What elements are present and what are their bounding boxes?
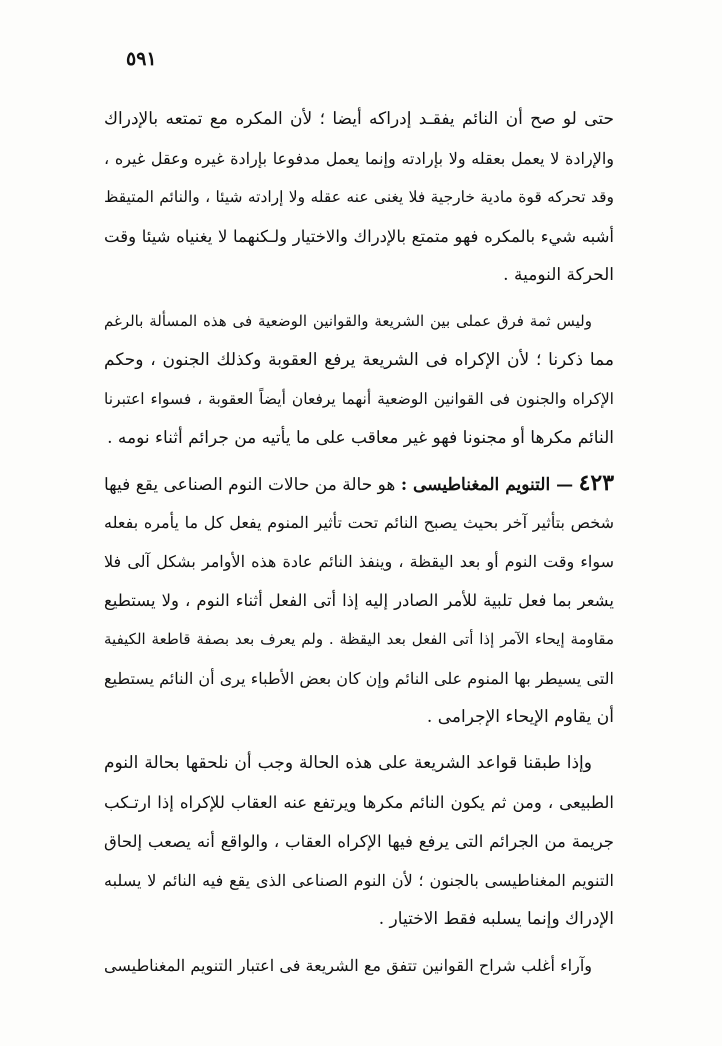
text-line: وقد تحركه قوة مادية خارجية فلا يغنى عنه عقله ولا إرادته شيئا ، والنائم المتيقظ (104, 188, 614, 206)
text-line: وآراء أغلب شراح القوانين تتفق مع الشريعة فى اعتبار التنويم المغناطيسى (104, 956, 593, 975)
text-line: التنويم المغناطيسى بالجنون ؛ لأن النوم الصناعى الذى يقع فيه النائم لا يسلبه (104, 871, 614, 890)
text-line: مما ذكرنا ؛ لأن الإكراه فى الشريعة يرفع العقوبة وكذلك الجنون ، وحكم (104, 350, 614, 370)
paragraph-2 (104, 302, 614, 458)
section-heading-line (104, 464, 614, 503)
text-line: الإكراه والجنون فى القوانين الوضعية أنهما يرفعان أيضاً العقوبة ، فسواء اعتبرنا (104, 390, 614, 408)
text-line: والإرادة لا يعمل بعقله ولا بإرادته وإنما يعمل مدفوعا بإرادة غيره وعقل غيره ، (104, 149, 614, 168)
paragraph-1 (104, 100, 614, 295)
text-line: الحركة النومية . (503, 265, 614, 285)
text-line: وإذا طبقنا قواعد الشريعة على هذه الحالة وجب أن نلحقها بحالة النوم (104, 753, 592, 773)
text-line: شخص بتأثير آخر بحيث يصبح النائم تحت تأثير المنوم يفعل كل ما يأمره بفعله (104, 513, 614, 532)
text-line: الطبيعى ، ومن ثم يكون النائم مكرها ويرتفع عنه العقاب للإكراه إذا ارتـكب (104, 793, 614, 812)
text-line: أن يقاوم الإيحاء الإجرامى . (426, 707, 614, 727)
paragraph-3 (104, 464, 614, 737)
text-line: سواء وقت النوم أو بعد اليقظة ، وينفذ النائم عادة هذه الأوامر بشكل آلى فلا (104, 552, 614, 571)
page-number: ٥٩١ (126, 48, 157, 70)
section-title: — التنويم المغناطيسى : (400, 475, 574, 495)
text-line: يشعر بما فعل تلبية للأمر الصادر إليه إذا أتى الفعل أثناء النوم ، ولا يستطيع (104, 591, 614, 610)
text-line: التى يسيطر بها المنوم على النائم وإن كان بعض الأطباء يرى أن النائم يستطيع (104, 669, 614, 688)
text-line: الإدراك وإنما يسلبه فقط الاختيار . (378, 909, 614, 929)
text-line: النائم مكرها أو مجنونا فهو غير معاقب على ما يأتيه من جرائم أثناء نومه . (107, 428, 614, 448)
section-number: ٤٢٣ (578, 470, 614, 496)
text-line: حتى لو صح أن النائم يفقـد إدراكه أيضا ؛ لأن المكره مع تمتعه بالإدراك (104, 109, 614, 129)
text-line: أشبه شيء بالمكره فهو متمتع بالإدراك والاختيار ولـكنهما لا يغنياه شيئا وقت (104, 227, 614, 246)
text-line: جريمة من الجرائم التى يرفع فيها الإكراه العقاب ، والواقع أنه يصعب إلحاق (104, 832, 614, 851)
paragraph-4 (104, 744, 614, 939)
paragraph-5 (104, 946, 614, 985)
section-first-line-text: هو حالة من حالات النوم الصناعى يقع فيها (104, 475, 396, 495)
text-line: وليس ثمة فرق عملى بين الشريعة والقوانين الوضعية فى هذه المسألة بالرغم (104, 312, 592, 330)
text-line: مقاومة إيحاء الآمر إذا أتى الفعل بعد اليقظة . ولم يعرف بعد بصفة قاطعة الكيفية (104, 630, 614, 648)
